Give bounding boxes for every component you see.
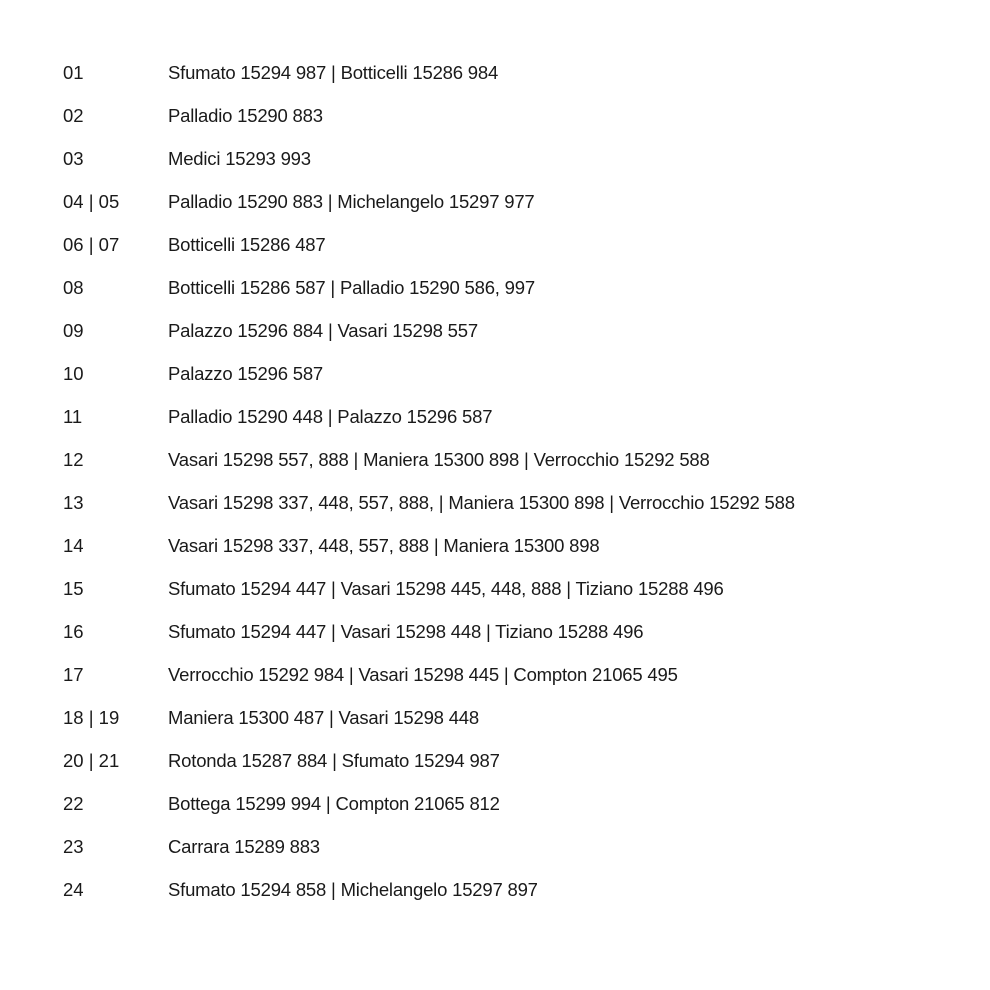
item-text: Maniera 15300 487 | Vasari 15298 448 — [168, 707, 479, 728]
list-item — [63, 61, 963, 104]
item-number: 15 — [63, 578, 84, 599]
item-text: Sfumato 15294 447 | Vasari 15298 445, 448, 888 | Tiziano 15288 496 — [168, 578, 724, 599]
item-number: 20 | 21 — [63, 750, 120, 771]
item-number: 13 — [63, 492, 84, 513]
item-number: 14 — [63, 535, 84, 556]
item-text: Vasari 15298 557, 888 | Maniera 15300 898 | Verrocchio 15292 588 — [168, 449, 710, 470]
item-text: Vasari 15298 337, 448, 557, 888 | Maniera 15300 898 — [168, 535, 600, 556]
item-number: 06 | 07 — [63, 234, 120, 255]
item-number: 08 — [63, 277, 84, 298]
item-number: 11 — [63, 406, 83, 427]
item-text: Botticelli 15286 587 | Palladio 15290 586, 997 — [168, 277, 535, 298]
item-number: 23 — [63, 836, 84, 857]
list-item — [63, 147, 963, 190]
item-text: Botticelli 15286 487 — [168, 234, 326, 255]
item-number: 02 — [63, 105, 84, 126]
item-text: Palazzo 15296 884 | Vasari 15298 557 — [168, 320, 478, 341]
item-number: 17 — [63, 664, 84, 685]
item-number: 03 — [63, 148, 84, 169]
list-item — [63, 190, 963, 233]
item-text: Carrara 15289 883 — [168, 836, 320, 857]
list-item — [63, 276, 963, 319]
item-number: 12 — [63, 449, 84, 470]
item-number: 10 — [63, 363, 84, 384]
item-text: Bottega 15299 994 | Compton 21065 812 — [168, 793, 500, 814]
item-text: Vasari 15298 337, 448, 557, 888, | Maniera 15300 898 | Verrocchio 15292 588 — [168, 492, 795, 513]
item-number: 04 | 05 — [63, 191, 120, 212]
item-number: 01 — [63, 62, 84, 83]
list-item — [63, 448, 963, 491]
list-item — [63, 792, 963, 835]
item-text: Sfumato 15294 447 | Vasari 15298 448 | Tiziano 15288 496 — [168, 621, 644, 642]
item-number: 16 — [63, 621, 84, 642]
item-number: 22 — [63, 793, 84, 814]
item-text: Palladio 15290 883 — [168, 105, 323, 126]
list-item — [63, 835, 963, 878]
item-text: Palladio 15290 883 | Michelangelo 15297 977 — [168, 191, 535, 212]
list-item — [63, 620, 963, 663]
list-item — [63, 362, 963, 405]
item-text: Verrocchio 15292 984 | Vasari 15298 445 | Compton 21065 495 — [168, 664, 678, 685]
list-item — [63, 233, 963, 276]
list-item — [63, 319, 963, 362]
list-item — [63, 577, 963, 620]
list-item — [63, 491, 963, 534]
item-text: Palladio 15290 448 | Palazzo 15296 587 — [168, 406, 493, 427]
list-item — [63, 749, 963, 792]
item-text: Medici 15293 993 — [168, 148, 311, 169]
list-item — [63, 405, 963, 448]
list-item — [63, 663, 963, 706]
list-item — [63, 104, 963, 147]
color-reference-list — [63, 61, 963, 921]
item-number: 18 | 19 — [63, 707, 120, 728]
list-item — [63, 534, 963, 577]
item-text: Rotonda 15287 884 | Sfumato 15294 987 — [168, 750, 500, 771]
item-text: Sfumato 15294 858 | Michelangelo 15297 897 — [168, 879, 538, 900]
item-number: 09 — [63, 320, 84, 341]
list-item — [63, 706, 963, 749]
list-item — [63, 878, 963, 921]
item-number: 24 — [63, 879, 84, 900]
item-text: Palazzo 15296 587 — [168, 363, 324, 384]
item-text: Sfumato 15294 987 | Botticelli 15286 984 — [168, 62, 499, 83]
